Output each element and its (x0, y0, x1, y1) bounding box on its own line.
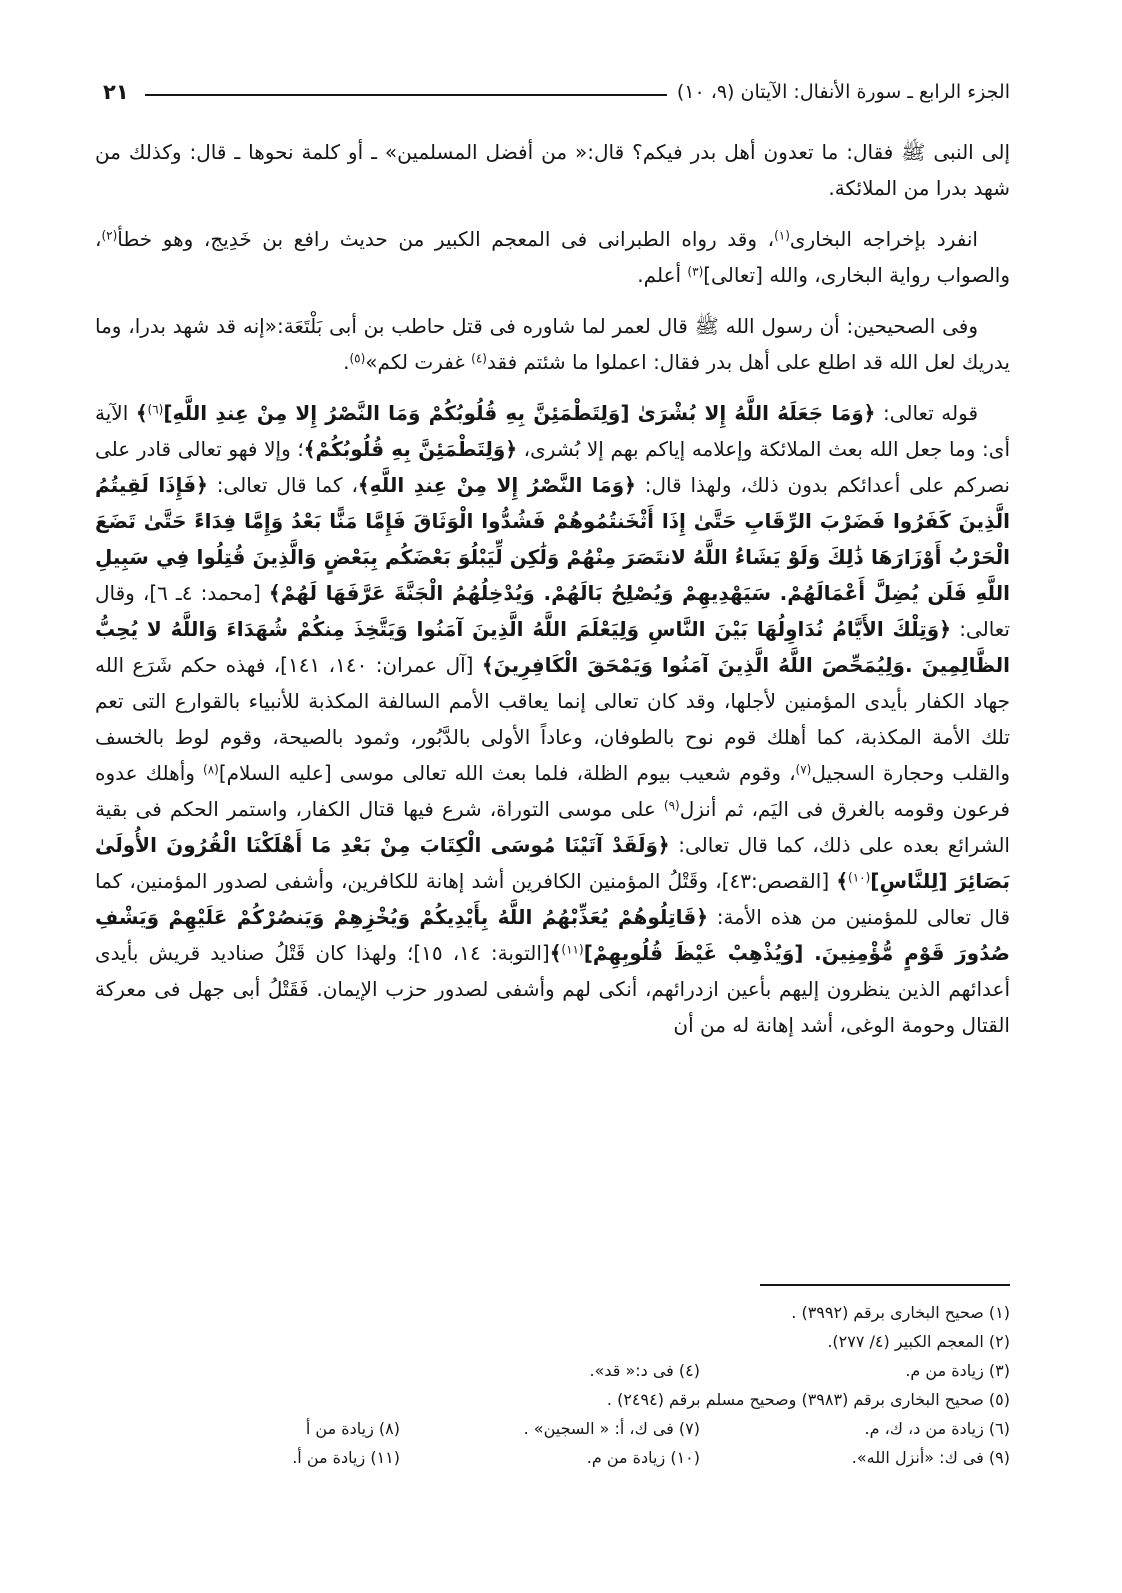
text-run: ؛ وإلا فهو تعالى قادر على نصركم على أعدائكم بدون ذلك، ولهذا قال: (95, 437, 1011, 497)
quran-verse: ﴾ (135, 401, 148, 425)
footnote-list (95, 1298, 1010, 1472)
paragraph (95, 308, 1010, 380)
footnote-row (95, 1414, 1010, 1443)
text-run: انفرد بإخراجه البخارى (789, 227, 978, 251)
text-run: غفرت لكم» (365, 350, 472, 374)
text-run: قوله تعالى: (875, 401, 979, 425)
footnote-row (95, 1356, 1010, 1385)
footnote-ref: (٧) (795, 762, 812, 777)
quran-verse: ﴿وَمَا النَّصْرُ إِلا مِنْ عِندِ اللَّهِ﴾ (357, 473, 636, 497)
footnote-ref: (١٠) (848, 870, 871, 885)
footnote: (٨) زيادة من أ (305, 1418, 400, 1438)
text-run: الآية أى: وما جعل الله بعث الملائكة وإعلامه إياكم بهم إلا بُشرى، (95, 401, 1010, 461)
quran-verse: ﴾ (549, 941, 562, 965)
text-run: [آل عمران: ١٤٠، ١٤١]، فهذه حكم شَرَع الله جهاد الكفار بأيدى المؤمنين لأجلها، وقد كان تعالى إنما يعاقب الأمم السالفة المكذبة للأنبياء بالقوارع التى تعم تلك الأمة المكذبة، كما أهلك قوم نوح بالطوفان، وعاداً الأولى بالدَّبُور، وثمود بالصيحة، وقوم لوط بالخسف والقلب وحجارة السجيل (95, 653, 1010, 785)
quran-verse: ﴿وَلِتَطْمَئِنَّ بِهِ قُلُوبُكُمْ﴾ (303, 437, 518, 461)
paragraph (95, 134, 1010, 206)
footnote-ref: (١١) (561, 942, 584, 957)
footnote: (٤) فى د:« قد». (589, 1360, 700, 1380)
text-run: وأهلك عدوه فرعون وقومه بالغرق فى اليَم، ثم أنزل (95, 761, 1010, 821)
text-run: ، وقد رواه الطبرانى فى المعجم الكبير من حديث رافع بن خَدِيج، وهو خطأ (117, 227, 775, 251)
text-run: أعلم. (637, 263, 688, 287)
quran-verse: ﴿فَإِذَا لَقِيتُمُ الَّذِينَ كَفَرُوا فَضَرْبَ الرِّقَابِ حَتَّىٰ إِذَا أَثْخَنتُمُوهُمْ فَشُدُّوا الْوَثَاقَ فَإِمَّا مَنًّا بَعْدُ وَإِمَّا فِدَاءً حَتَّىٰ تَضَعَ الْحَرْبُ أَوْزَارَهَا ذَٰلِكَ وَلَوْ يَشَاءُ اللَّهُ لانتَصَرَ مِنْهُمْ وَلَٰكِن لِّيَبْلُوَ بَعْضَكُم بِبَعْضٍ وَالَّذِينَ قُتِلُوا فِي سَبِيلِ اللَّهِ فَلَن يُضِلَّ أَعْمَالَهُمْ. سَيَهْدِيهِمْ وَيُصْلِحُ بَالَهُمْ. وَيُدْخِلُهُمُ الْجَنَّةَ عَرَّفَهَا لَهُمْ﴾ (95, 473, 1010, 605)
footnote-ref: (١) (774, 228, 790, 243)
footnote-row (95, 1385, 1010, 1414)
paragraph (95, 221, 1010, 293)
footnote-ref: (٤) (471, 351, 487, 366)
footnote-ref: (٩) (663, 798, 680, 813)
running-header (95, 72, 1010, 112)
footnote-row (95, 1443, 1010, 1472)
quran-verse: ﴿وَمَا جَعَلَهُ اللَّهُ إِلا بُشْرَىٰ [وَلِتَطْمَئِنَّ بِهِ قُلُوبُكُمْ وَمَا النَّصْرُ إِلا مِنْ عِندِ اللَّهِ] (163, 401, 876, 425)
footnote: (٥) صحيح البخارى برقم (٣٩٨٣) وصحيح مسلم برقم (٢٤٩٤) . (606, 1389, 1010, 1409)
footnotes (95, 1284, 1010, 1472)
text-run: [القصص:٤٣]، وقَتْلُ المؤمنين الكافرين أشد إهانة للكافرين، وأشفى لصدور المؤمنين، كما قال تعالى للمؤمنين من هذه الأمة: (95, 869, 1010, 929)
text-run: ، وقوم شعيب بيوم الظلة، فلما بعث الله تعالى موسى [عليه السلام] (218, 761, 796, 785)
text-run: ، كما قال تعالى: (207, 473, 358, 497)
text-run: وفى الصحيحين: أن رسول الله ﷺ قال لعمر لما شاوره فى قتل حاطب بن أبى بَلْتَعَة:«إنه قد شهد بدرا، وما يدريك لعل الله قد اطلع على أهل بدر فقال: اعملوا ما شئتم فقد (95, 314, 1010, 374)
footnote-ref: (٣) (687, 264, 704, 279)
text-run: ، والصواب رواية البخارى، والله [تعالى] (95, 227, 1010, 287)
footnote: (٣) زيادة من م. (905, 1360, 1010, 1380)
main-text (95, 134, 1010, 1284)
footnote-ref: (٨) (203, 762, 219, 777)
header-rule (145, 94, 667, 96)
footnote-row (95, 1298, 1010, 1327)
quran-verse: ﴿وَلَقَدْ آتَيْنَا مُوسَى الْكِتَابَ مِنْ بَعْدِ مَا أَهْلَكْنَا الْقُرُونَ الأُولَىٰ بَصَائِرَ [لِلنَّاسِ] (95, 833, 1010, 893)
page-number: ٢١ (103, 80, 129, 104)
footnote: (٩) فى ك: «أنزل الله». (851, 1447, 1010, 1467)
quran-verse: ﴾ (836, 869, 849, 893)
footnote: (٦) زيادة من د، ك، م. (864, 1418, 1010, 1438)
footnote-row (95, 1327, 1010, 1356)
footnote-ref: (٥) (349, 351, 366, 366)
footnote: (١٠) زيادة من م. (586, 1447, 700, 1467)
text-run: [محمد: ٤ـ ٦]، وقال تعالى: (95, 581, 1011, 641)
footnote-ref: (٢) (101, 228, 118, 243)
text-run: إلى النبى ﷺ فقال: ما تعدون أهل بدر فيكم؟ قال:« من أفضل المسلمين» ـ أو كلمة نحوها ـ قال: وكذلك من شهد بدرا من الملائكة. (95, 140, 1010, 200)
quran-verse: ﴿قَاتِلُوهُمْ يُعَذِّبْهُمُ اللَّهُ بِأَيْدِيكُمْ وَيُخْزِهِمْ وَيَنصُرْكُمْ عَلَيْهِمْ وَيَشْفِ صُدُورَ قَوْمٍ مُّؤْمِنِينَ. [وَيُذْهِبْ غَيْظَ قُلُوبِهِمْ] (95, 905, 1010, 965)
text-run: على موسى التوراة، شرع فيها قتال الكفار، واستمر الحكم فى بقية الشرائع بعده على ذلك، كما قال تعالى: (95, 797, 1010, 857)
text-run: . (343, 350, 350, 374)
text-run: [التوبة: ١٤، ١٥]؛ ولهذا كان قَتْلُ صناديد قريش بأيدى أعدائهم الذين ينظرون إليهم بأعين ازدرائهم، أنكى لهم وأشفى لصدور حزب الإيمان. فَقَتْلُ أبى جهل فى معركة القتال وحومة الوغى، أشد إهانة له من أن (95, 941, 1010, 1037)
footnote-separator (760, 1284, 1010, 1286)
running-header-title: الجزء الرابع ـ سورة الأنفال: الآيتان (٩، ١٠) (676, 81, 1010, 103)
paragraph (95, 395, 1010, 1043)
footnote: (١) صحيح البخارى برقم (٣٩٩٢) . (791, 1302, 1010, 1322)
quran-verse: ﴿وَتِلْكَ الأَيَّامُ نُدَاوِلُهَا بَيْنَ النَّاسِ وَلِيَعْلَمَ اللَّهُ الَّذِينَ آمَنُوا وَيَتَّخِذَ مِنكُمْ شُهَدَاءَ وَاللَّهُ لا يُحِبُّ الظَّالِمِينَ .وَلِيُمَحِّصَ اللَّهُ الَّذِينَ آمَنُوا وَيَمْحَقَ الْكَافِرِينَ﴾ (95, 617, 1011, 677)
footnote: (١١) زيادة من أ. (292, 1447, 400, 1467)
footnote: (٢) المعجم الكبير (٤/ ٢٧٧). (827, 1331, 1010, 1351)
footnote-ref: (٦) (147, 402, 164, 417)
footnote: (٧) فى ك، أ: « السجين» . (523, 1418, 700, 1438)
